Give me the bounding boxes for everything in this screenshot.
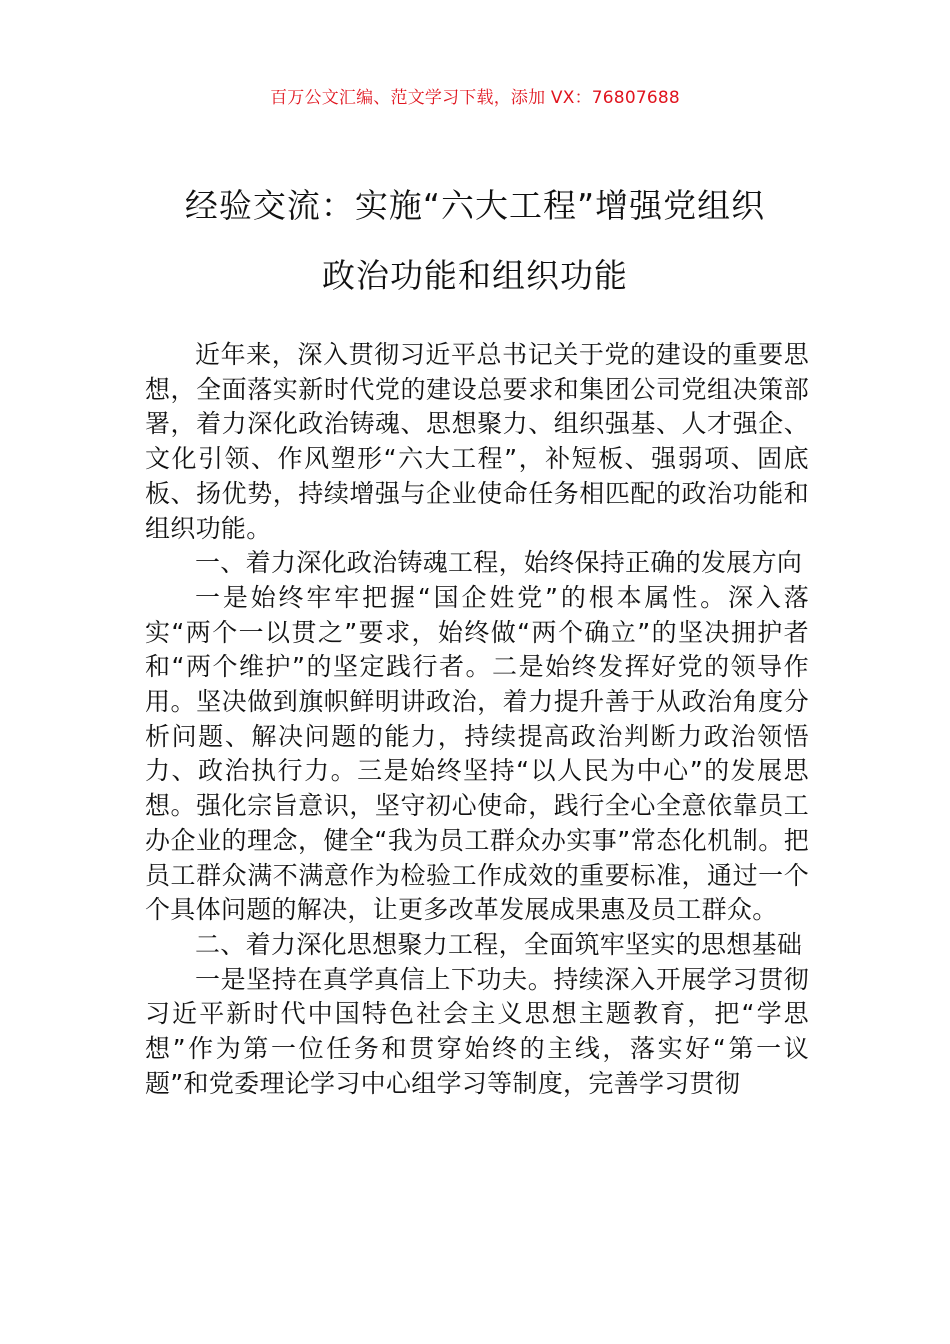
section-2-paragraph: 一是坚持在真学真信上下功夫。持续深入开展学习贯彻习近平新时代中国特色社会主义思想主题教育，把“学思想”作为第一位任务和贯穿始终的主线，落实好“第一议题”和党委理论学习中心组学习等制度，完善学习贯彻 xyxy=(145,964,809,1098)
document-title-line-1: 经验交流：实施“六大工程”增强党组织 xyxy=(184,186,766,225)
intro-paragraph: 近年来，深入贯彻习近平总书记关于党的建设的重要思想，全面落实新时代党的建设总要求和集团公司党组决策部署，着力深化政治铸魂、思想聚力、组织强基、人才强企、文化引领、作风塑形“六大工程”，补短板、强弱项、固底板、扬优势，持续增强与企业使命任务相匹配的政治功能和组织功能。 xyxy=(145,340,809,543)
document-body xyxy=(145,338,809,1101)
watermark-banner: 百万公文汇编、范文学习下载，添加 VX：76807688 xyxy=(270,88,680,108)
section-heading-2: 二、着力深化思想聚力工程，全面筑牢坚实的思想基础 xyxy=(195,929,803,959)
section-heading-1: 一、着力深化政治铸魂工程，始终保持正确的发展方向 xyxy=(195,548,803,578)
section-1-paragraph: 一是始终牢牢把握“国企姓党”的根本属性。深入落实“两个一以贯之”要求，始终做“两个确立”的坚决拥护者和“两个维护”的坚定践行者。二是始终发挥好党的领导作用。坚决做到旗帜鲜明讲政治，着力提升善于从政治角度分析问题、解决问题的能力，持续提高政治判断力政治领悟力、政治执行力。三是始终坚持“以人民为中心”的发展思想。强化宗旨意识，坚守初心使命，践行全心全意依靠员工办企业的理念，健全“我为员工群众办实事”常态化机制。把员工群众满不满意作为检验工作成效的重要标准，通过一个个具体问题的解决，让更多改革发展成果惠及员工群众。 xyxy=(145,582,809,925)
document-title-line-2: 政治功能和组织功能 xyxy=(322,256,628,295)
